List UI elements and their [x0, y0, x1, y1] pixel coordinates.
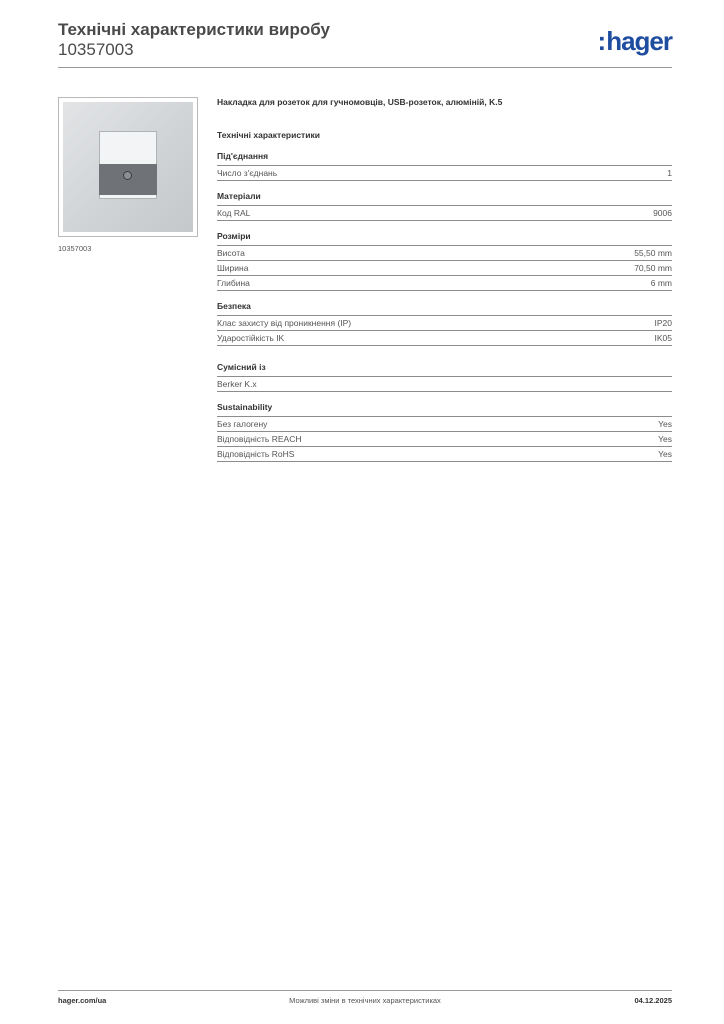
spec-group-compatible — [217, 362, 672, 392]
footer-note: Можливі зміни в технічних характеристиках — [289, 996, 441, 1005]
spec-row — [217, 275, 672, 290]
image-caption: 10357003 — [58, 244, 92, 253]
group-title: Безпека — [217, 301, 251, 311]
page-header — [58, 20, 672, 60]
spec-label: Число з'єднань — [217, 168, 278, 178]
row-divider — [217, 345, 672, 346]
product-name: Накладка для розеток для гучномовців, USB-розеток, алюміній, K.5 — [217, 97, 503, 107]
jack-icon — [123, 171, 132, 180]
spec-row — [217, 260, 672, 275]
section-title: Технічні характеристики — [217, 130, 320, 140]
spec-value: 9006 — [653, 208, 672, 218]
spec-value: Yes — [658, 434, 672, 444]
group-title: Розміри — [217, 231, 251, 241]
spec-label: Клас захисту від проникнення (IP) — [217, 318, 352, 328]
spec-row — [217, 330, 672, 345]
spec-label: Ширина — [217, 263, 249, 273]
spec-row — [217, 416, 672, 431]
row-divider — [217, 290, 672, 291]
spec-row — [217, 446, 672, 461]
spec-row — [217, 376, 672, 391]
spec-value: Yes — [658, 419, 672, 429]
group-title: Під'єднання — [217, 151, 269, 161]
row-divider — [217, 461, 672, 462]
spec-value: IP20 — [654, 318, 672, 328]
spec-group-connection — [217, 151, 672, 181]
spec-group-materials — [217, 191, 672, 221]
spec-label: Відповідність REACH — [217, 434, 302, 444]
spec-row — [217, 205, 672, 220]
spec-value: 6 mm — [650, 278, 672, 288]
website-link[interactable]: hager.com/ua — [58, 996, 107, 1005]
footer-date: 04.12.2025 — [634, 996, 672, 1005]
spec-value: 1 — [667, 168, 672, 178]
spec-label: Без галогену — [217, 419, 268, 429]
product-number: 10357003 — [58, 40, 134, 59]
spec-row — [217, 165, 672, 180]
cover-plate-illustration — [63, 102, 193, 232]
group-title: Sustainability — [217, 402, 273, 412]
group-title: Матеріали — [217, 191, 261, 201]
spec-row — [217, 431, 672, 446]
group-title: Сумісний із — [217, 362, 266, 372]
spec-label: Berker K.x — [217, 379, 257, 389]
page-title: Технічні характеристики виробу — [58, 20, 330, 39]
spec-value: 55,50 mm — [634, 248, 672, 258]
spec-label: Відповідність RoHS — [217, 449, 295, 459]
spec-label: Код RAL — [217, 208, 251, 218]
footer-divider — [58, 990, 672, 991]
spec-label: Ударостійкість IK — [217, 333, 285, 343]
spec-value: 70,50 mm — [634, 263, 672, 273]
row-divider — [217, 391, 672, 392]
row-divider — [217, 180, 672, 181]
product-image — [58, 97, 198, 237]
spec-row — [217, 245, 672, 260]
logo-text: hager — [606, 26, 672, 56]
spec-group-safety — [217, 301, 672, 346]
row-divider — [217, 220, 672, 221]
spec-group-sustainability — [217, 402, 672, 462]
spec-label: Глибина — [217, 278, 250, 288]
header-divider — [58, 67, 672, 68]
specifications — [217, 97, 672, 462]
spec-value: IK05 — [654, 333, 672, 343]
spec-group-dimensions — [217, 231, 672, 291]
spec-row — [217, 315, 672, 330]
spec-value: Yes — [658, 449, 672, 459]
hager-logo[interactable]: :hager — [597, 26, 672, 56]
spec-label: Висота — [217, 248, 245, 258]
